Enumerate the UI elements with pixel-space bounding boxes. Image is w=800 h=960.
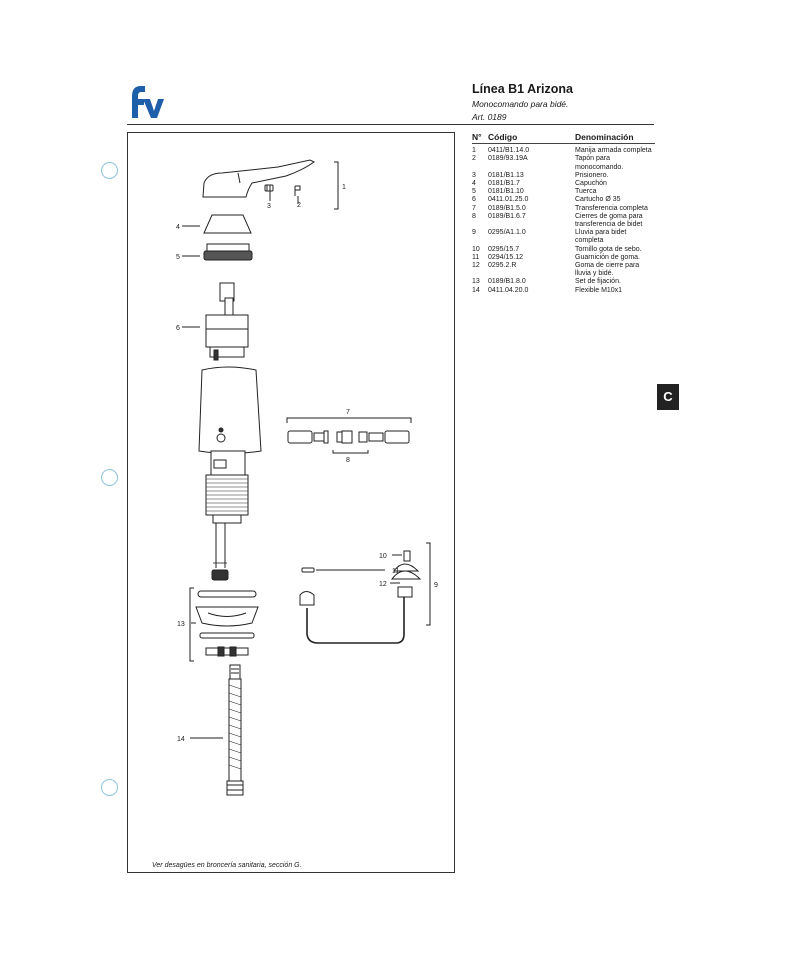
- shower-part: [300, 543, 430, 643]
- callout-4: 4: [176, 224, 180, 231]
- callout-12: 12: [379, 581, 387, 588]
- callout-3: 3: [267, 203, 271, 210]
- row-no: 9: [472, 229, 476, 237]
- table-row: [472, 229, 655, 245]
- table-row: [472, 155, 655, 171]
- callout-6: 6: [176, 325, 180, 332]
- row-no: 14: [472, 286, 480, 294]
- table-row: [472, 262, 655, 278]
- row-no: 13: [472, 278, 480, 286]
- section-tab-c: C: [657, 384, 679, 410]
- article-number: Art. 0189: [472, 112, 507, 122]
- row-no: 1: [472, 147, 476, 155]
- row-name: Manija armada completa: [575, 147, 652, 155]
- callout-1: 1: [342, 184, 346, 191]
- callout-2: 2: [297, 202, 301, 209]
- row-code: 0181/B1.13: [488, 171, 524, 179]
- callout-9: 9: [434, 582, 438, 589]
- handle-part: [203, 160, 314, 204]
- row-name: Flexible M10x1: [575, 286, 623, 294]
- callout-10: 10: [379, 553, 387, 560]
- table-row: [472, 213, 655, 229]
- parts-table-header: [472, 133, 655, 144]
- row-name: Goma de cierre para lluvia y bidé.: [575, 262, 640, 278]
- row-name: Tornillo gota de sebo.: [575, 245, 642, 253]
- col-no-header: N°: [472, 132, 482, 142]
- flexible-hose-part: [227, 665, 243, 795]
- row-code: 0411/B1.14.0: [488, 147, 530, 155]
- row-code: 0181/B1.7: [488, 180, 520, 188]
- page-subtitle: Monocomando para bidé.: [472, 99, 569, 109]
- binder-hole: [101, 469, 118, 486]
- row-name: Cierres de goma para transferencia de bidet: [575, 212, 643, 229]
- row-code: 0295.2.R: [488, 262, 517, 270]
- page-title: Línea B1 Arizona: [472, 82, 573, 96]
- table-row: [472, 180, 655, 188]
- row-no: 10: [472, 245, 480, 253]
- row-no: 11: [472, 253, 480, 261]
- callout-7: 7: [346, 409, 350, 416]
- diagram-footnote: Ver desagües en broncería sanitaria, sección G.: [152, 862, 302, 869]
- callout-5: 5: [176, 254, 180, 261]
- row-code: 0295/A1.1.0: [488, 229, 526, 237]
- row-no: 5: [472, 188, 476, 196]
- row-code: 0189/B1.6.7: [488, 212, 526, 220]
- row-no: 12: [472, 262, 480, 270]
- logo-text: fv: [126, 80, 127, 81]
- row-name: Set de fijación.: [575, 278, 621, 286]
- row-name: Guarnición de goma.: [575, 253, 640, 261]
- row-code: 0295/15.7: [488, 245, 520, 253]
- fv-logo: [126, 80, 164, 120]
- parts-table: [472, 133, 655, 295]
- body-part: [199, 367, 261, 580]
- row-code: 0189/B1.5.0: [488, 204, 526, 212]
- row-name: Capuchón: [575, 180, 607, 188]
- table-row: [472, 147, 655, 155]
- table-row: [472, 196, 655, 204]
- table-row: [472, 287, 655, 295]
- row-name: Prisionero.: [575, 171, 609, 179]
- table-row: [472, 278, 655, 286]
- table-row: [472, 246, 655, 254]
- col-code-header: Código: [488, 132, 518, 142]
- row-no: 7: [472, 204, 476, 212]
- row-name: Tapón para monocomando.: [575, 155, 624, 171]
- row-no: 6: [472, 196, 476, 204]
- row-no: 4: [472, 180, 476, 188]
- row-code: 0411.04.20.0: [488, 286, 529, 294]
- exploded-diagram: [127, 132, 455, 873]
- binder-hole: [101, 779, 118, 796]
- cap-part: [204, 215, 251, 233]
- callout-11: 11: [392, 568, 400, 575]
- bracket-1: [334, 162, 338, 209]
- header-rule: [127, 124, 654, 125]
- row-code: 0189/B1.8.0: [488, 278, 526, 286]
- table-row: [472, 188, 655, 196]
- row-no: 3: [472, 171, 476, 179]
- row-name: Tuerca: [575, 188, 597, 196]
- cartridge-part: [206, 283, 248, 360]
- callout-14: 14: [177, 736, 185, 743]
- callout-8: 8: [346, 457, 350, 464]
- row-code: 0294/15.12: [488, 253, 524, 261]
- table-row: [472, 205, 655, 213]
- transfer-part: [287, 418, 411, 453]
- row-code: 0181/B1.10: [488, 188, 524, 196]
- row-code: 0411.01.25.0: [488, 196, 529, 204]
- binder-hole: [101, 162, 118, 179]
- col-name-header: Denominación: [575, 132, 634, 142]
- callout-13: 13: [177, 621, 185, 628]
- table-row: [472, 172, 655, 180]
- row-no: 8: [472, 212, 476, 220]
- row-code: 0189/93.19A: [488, 155, 528, 163]
- fixing-set-part: [190, 588, 258, 661]
- diagram-svg: [128, 133, 454, 872]
- row-name: Cartucho Ø 35: [575, 196, 621, 204]
- row-name: Lluvia para bidet completa: [575, 229, 627, 245]
- table-row: [472, 254, 655, 262]
- row-name: Transferencia completa: [575, 204, 648, 212]
- nut-part: [204, 244, 252, 260]
- row-no: 2: [472, 155, 476, 163]
